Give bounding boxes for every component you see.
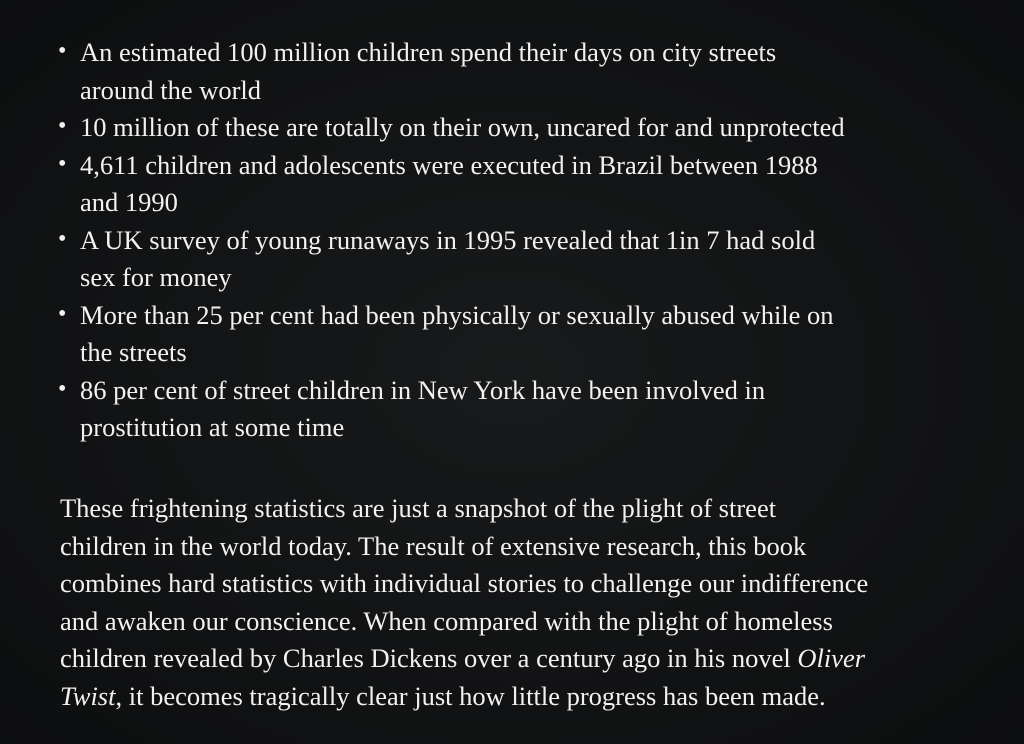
list-item bbox=[56, 147, 996, 222]
description-line: and awaken our conscience. When compared with the plight of homeless bbox=[60, 605, 833, 636]
description-line: children revealed by Charles Dickens over a century ago in his novel bbox=[60, 643, 798, 674]
list-item-line: 86 per cent of street children in New York have been involved in bbox=[80, 374, 766, 405]
book-description bbox=[60, 490, 1000, 716]
list-item-line: the streets bbox=[80, 337, 187, 367]
description-line: , it becomes tragically clear just how little progress has been made. bbox=[115, 680, 826, 711]
list-item-line: sex for money bbox=[80, 262, 232, 292]
list-item-line: 10 million of these are totally on their own, uncared for and unprotected bbox=[80, 112, 845, 142]
list-item bbox=[56, 297, 996, 372]
novel-title-part: Oliver bbox=[797, 643, 866, 674]
list-item bbox=[56, 34, 996, 109]
statistics-list bbox=[56, 34, 996, 447]
list-item-line: A UK survey of young runaways in 1995 revealed that 1in 7 had sold bbox=[80, 224, 816, 255]
list-item bbox=[56, 109, 996, 147]
list-item-line: More than 25 per cent had been physically or sexually abused while on bbox=[80, 299, 834, 330]
list-item-line: An estimated 100 million children spend their days on city streets bbox=[80, 37, 777, 67]
list-item bbox=[56, 372, 996, 447]
list-item-line: prostitution at some time bbox=[80, 412, 345, 442]
list-item-line: and 1990 bbox=[80, 187, 178, 217]
list-item bbox=[56, 222, 996, 297]
description-line: children in the world today. The result of extensive research, this book bbox=[60, 530, 807, 561]
list-item-line: around the world bbox=[80, 74, 262, 105]
novel-title-part: Twist bbox=[60, 680, 116, 711]
list-item-line: 4,611 children and adolescents were executed in Brazil between 1988 bbox=[80, 149, 818, 180]
description-line: These frightening statistics are just a snapshot of the plight of street bbox=[60, 493, 777, 523]
description-line: combines hard statistics with individual stories to challenge our indifference bbox=[60, 568, 869, 599]
